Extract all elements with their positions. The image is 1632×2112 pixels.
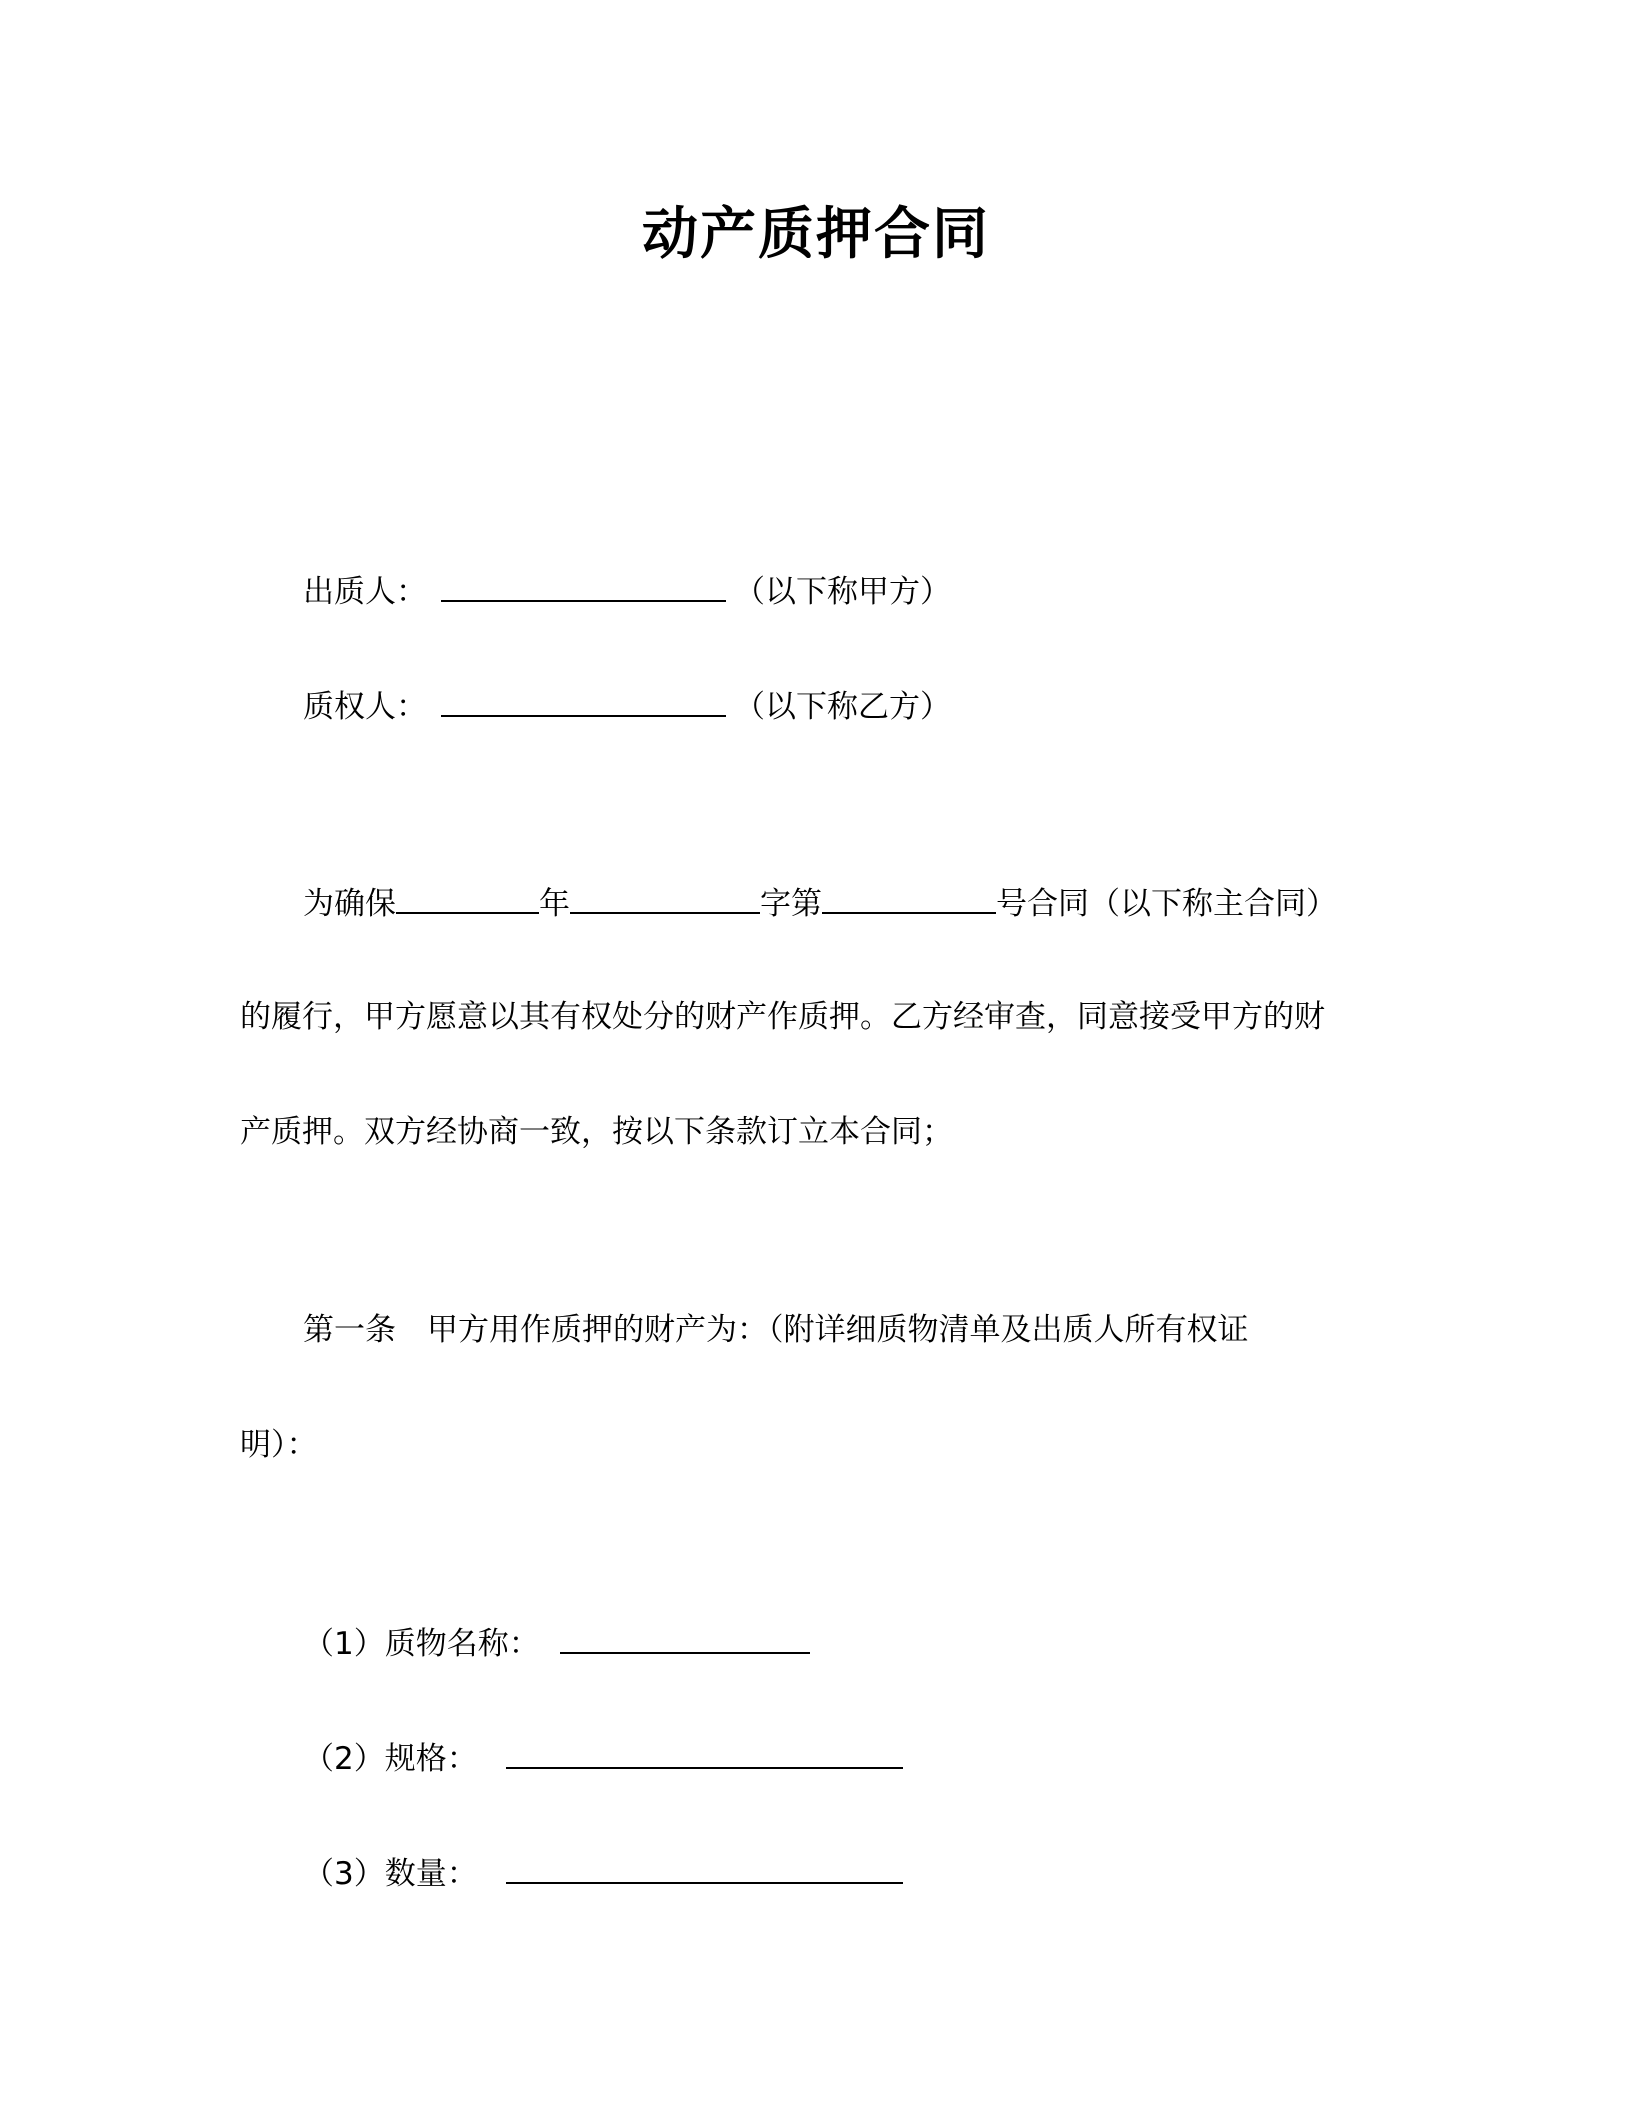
pledgee-label: 质权人： — [303, 689, 427, 725]
pledgee-suffix: （以下称乙方） — [734, 689, 951, 725]
pledgor-label: 出质人： — [303, 574, 427, 610]
item-quantity-label: （3）数量： — [303, 1856, 478, 1892]
item-quantity-line — [303, 1852, 903, 1894]
preamble-line-2: 的履行，甲方愿意以其有权处分的财产作质押。乙方经审查，同意接受甲方的财 — [240, 999, 1325, 1035]
preamble-text-b: 年 — [539, 886, 570, 922]
pledgee-line — [303, 685, 951, 727]
document-title: 动产质押合同 — [642, 202, 990, 267]
year-blank[interactable] — [396, 882, 539, 914]
preamble-text-c: 字第 — [760, 886, 822, 922]
item-name-line — [303, 1622, 810, 1664]
contract-number-blank[interactable] — [822, 882, 996, 914]
item-name-blank[interactable] — [560, 1622, 810, 1654]
article-1-line-1: 第一条 甲方用作质押的财产为：（附详细质物清单及出质人所有权证 — [303, 1312, 1249, 1348]
item-spec-blank[interactable] — [506, 1737, 903, 1769]
pledgor-suffix: （以下称甲方） — [734, 574, 951, 610]
article-1-line-2: 明）： — [240, 1427, 318, 1463]
pledgee-blank[interactable] — [441, 685, 726, 717]
item-quantity-blank[interactable] — [506, 1852, 903, 1884]
preamble-text-a: 为确保 — [303, 886, 396, 922]
pledgor-blank[interactable] — [441, 570, 726, 602]
item-spec-line — [303, 1737, 903, 1779]
preamble-line-3: 产质押。双方经协商一致，按以下条款订立本合同； — [240, 1114, 953, 1150]
preamble-text-d: 号合同（以下称主合同） — [996, 886, 1337, 922]
contract-word-blank[interactable] — [570, 882, 760, 914]
item-spec-label: （2）规格： — [303, 1741, 478, 1777]
pledgor-line — [303, 570, 951, 612]
preamble-line-1 — [303, 882, 1337, 924]
item-name-label: （1）质物名称： — [303, 1626, 540, 1662]
